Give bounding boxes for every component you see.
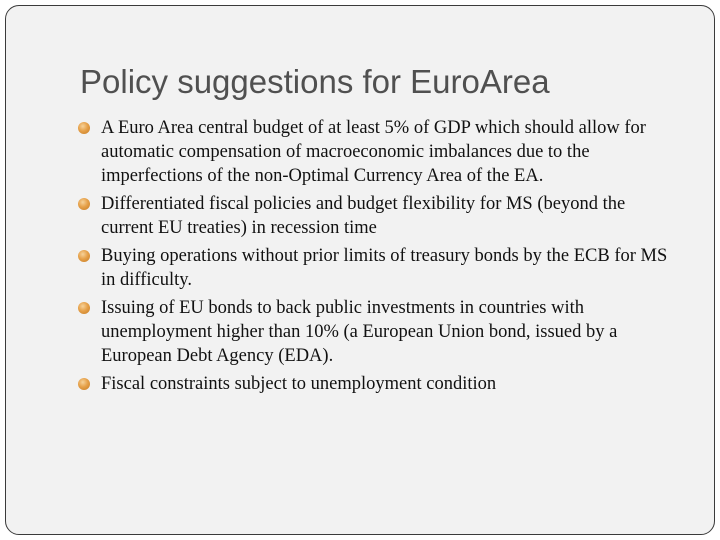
bullet-item-budget — [78, 116, 678, 188]
bullet-dot-icon — [78, 378, 90, 390]
bullet-item-fiscal-constraints — [78, 372, 678, 396]
bullet-dot-icon — [78, 302, 90, 314]
bullet-dot-icon — [78, 198, 90, 210]
bullet-text: Differentiated fiscal policies and budget flexibility for MS (beyond the current EU treaties) in recession time — [101, 194, 626, 238]
bullet-text: Fiscal constraints subject to unemployment condition — [101, 374, 497, 394]
bullet-text: A Euro Area central budget of at least 5% of GDP which should allow for automatic compensation of macroeconomic imbalances due to the imperfections of the non-Optimal Currency Area of the EA. — [101, 118, 646, 186]
bullet-text: Buying operations without prior limits of treasury bonds by the ECB for MS in difficulty. — [101, 246, 668, 290]
bullet-dot-icon — [78, 250, 90, 262]
bullet-text: Issuing of EU bonds to back public investments in countries with unemployment higher than 10% (a European Union bond, issued by a European Debt Agency (EDA). — [101, 298, 618, 366]
bullet-list — [78, 116, 678, 400]
bullet-dot-icon — [78, 122, 90, 134]
bullet-item-eu-bonds — [78, 296, 678, 368]
bullet-item-fiscal-policies — [78, 192, 678, 240]
slide-title: Policy suggestions for EuroArea — [80, 63, 550, 100]
bullet-item-buying-operations — [78, 244, 678, 292]
